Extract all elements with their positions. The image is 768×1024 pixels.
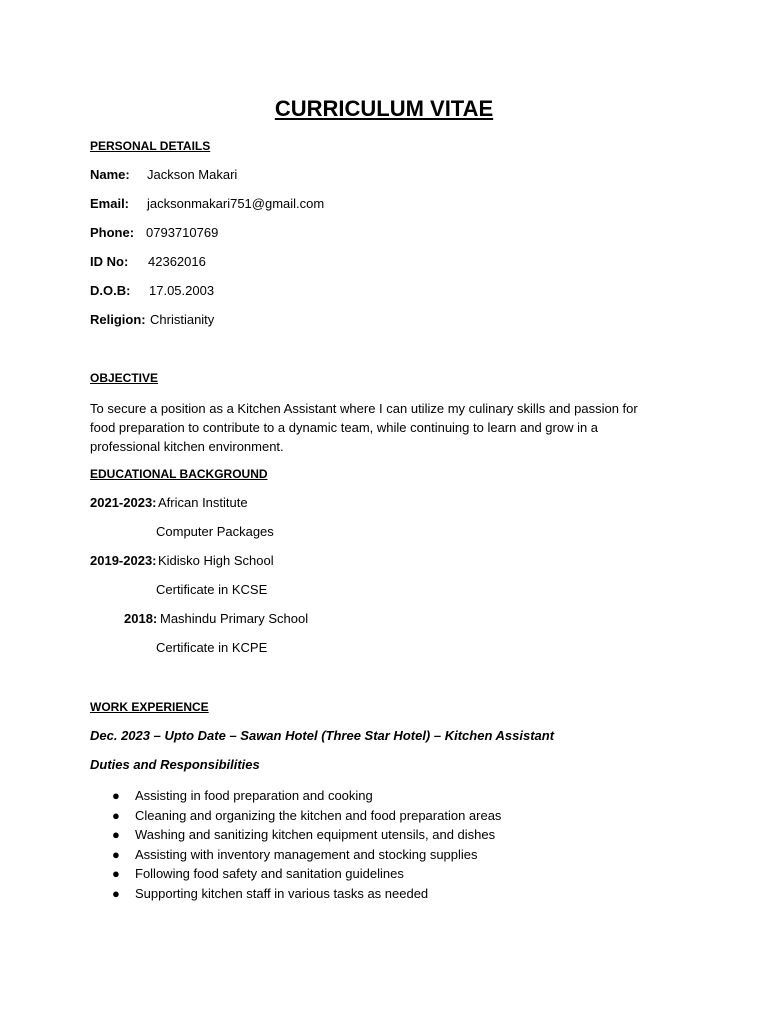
objective-text: To secure a position as a Kitchen Assistant where I can utilize my culinary skills and passion for food preparation to contribute to a dynamic team, while continuing to learn and grow in a professional kitchen environment. <box>90 401 638 454</box>
document-title-text: CURRICULUM VITAE <box>274 96 494 121</box>
email-label: Email: <box>90 196 130 211</box>
duty-item <box>90 786 501 806</box>
duty-item <box>90 884 501 904</box>
duty-text: Supporting kitchen staff in various tasks as needed <box>135 885 429 901</box>
bullet-icon: ● <box>112 866 120 881</box>
bullet-icon: ● <box>112 788 120 803</box>
duties-list <box>90 786 501 903</box>
duty-item <box>90 864 501 884</box>
name-label: Name: <box>90 167 130 182</box>
duty-item <box>90 806 501 826</box>
duties-heading: Duties and Responsibilities <box>90 757 260 772</box>
personal-details-heading: PERSONAL DETAILS <box>90 139 211 153</box>
duty-text: Assisting in food preparation and cooking <box>135 788 373 803</box>
id-label: ID No: <box>90 254 129 269</box>
education-school: African Institute <box>158 495 248 510</box>
education-years: 2019-2023: <box>90 553 157 568</box>
education-school: Kidisko High School <box>158 553 274 568</box>
education-years: 2018: <box>124 611 158 626</box>
duty-text: Following food safety and sanitation guidelines <box>135 866 404 881</box>
id-value: 42362016 <box>148 254 206 269</box>
duty-text: Assisting with inventory management and stocking supplies <box>135 846 478 862</box>
duty-item <box>90 845 501 865</box>
education-heading: EDUCATIONAL BACKGROUND <box>90 467 268 481</box>
education-school: Mashindu Primary School <box>160 611 309 626</box>
name-value: Jackson Makari <box>147 167 238 182</box>
education-detail: Certificate in KCPE <box>156 640 268 655</box>
duty-text: Cleaning and organizing the kitchen and food preparation areas <box>135 807 502 823</box>
dob-value: 17.05.2003 <box>149 283 215 298</box>
dob-label: D.O.B: <box>90 283 131 298</box>
job-position: Dec. 2023 – Upto Date – Sawan Hotel (Three Star Hotel) – Kitchen Assistant <box>90 728 555 743</box>
duty-item <box>90 825 501 845</box>
religion-label: Religion: <box>90 312 146 327</box>
document-title <box>0 95 768 123</box>
duty-text: Washing and sanitizing kitchen equipment utensils, and dishes <box>135 827 496 842</box>
education-detail: Computer Packages <box>156 524 274 539</box>
phone-value: 0793710769 <box>146 225 219 240</box>
bullet-icon: ● <box>112 807 120 823</box>
objective-heading: OBJECTIVE <box>90 371 159 385</box>
religion-value: Christianity <box>150 312 215 327</box>
email-value: jacksonmakari751@gmail.com <box>147 196 325 211</box>
education-detail: Certificate in KCSE <box>156 582 268 597</box>
bullet-icon: ● <box>112 827 120 842</box>
work-experience-heading: WORK EXPERIENCE <box>90 700 209 714</box>
bullet-icon: ● <box>112 846 120 862</box>
bullet-icon: ● <box>112 885 120 901</box>
phone-label: Phone: <box>90 225 135 240</box>
education-years: 2021-2023: <box>90 495 157 510</box>
